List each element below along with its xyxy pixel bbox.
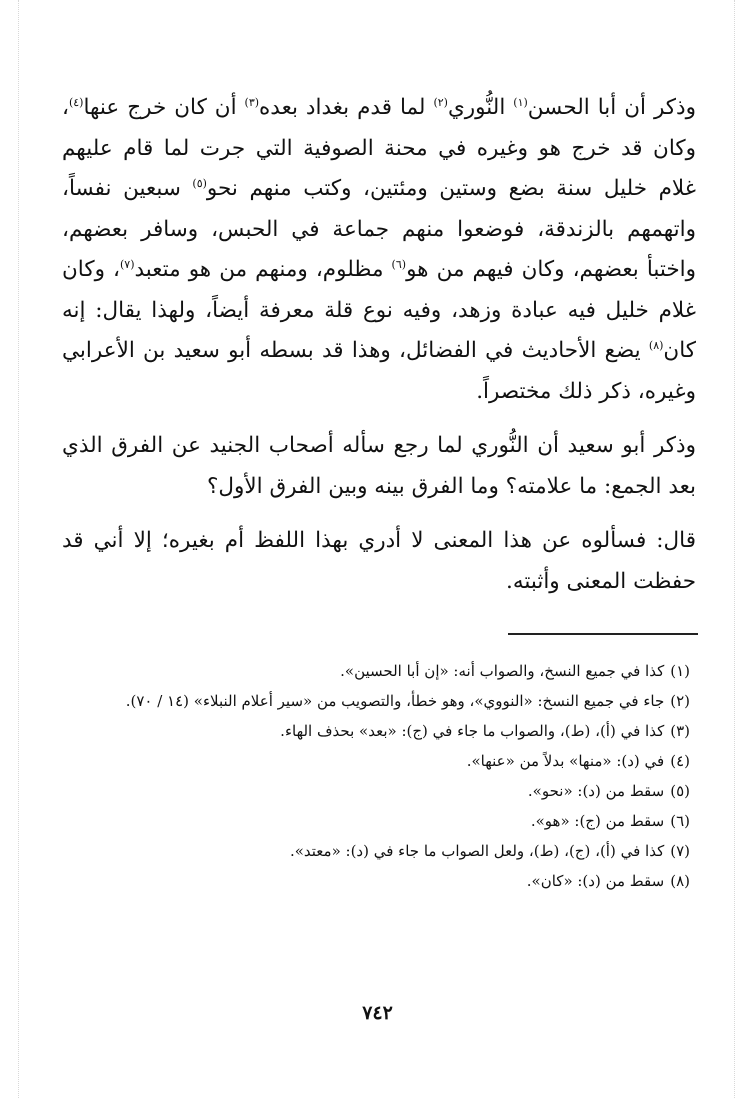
- footnote-number: (٤): [670, 752, 690, 770]
- footnote: [62, 656, 696, 686]
- footnote: [62, 686, 696, 716]
- footnote: [62, 716, 696, 746]
- footnote: [62, 866, 696, 896]
- footnote-number: (١): [670, 662, 690, 680]
- main-text: [62, 88, 696, 616]
- page-number: ٧٤٢: [362, 1002, 393, 1024]
- text-segment: مظلوم، ومنهم من هو متعبد: [134, 257, 392, 282]
- footnote: [62, 776, 696, 806]
- footnote-number: (٦): [670, 812, 690, 830]
- text-segment: وذكر أبو سعيد أن النُّوري لما رجع سأله أصحاب الجنيد عن الفرق الذي بعد الجمع: ما علامته؟ وما الفرق بينه وبين الفرق الأول؟: [62, 433, 696, 499]
- footnote: [62, 746, 696, 776]
- footnote-ref[interactable]: (٦): [391, 257, 407, 271]
- footnote-ref[interactable]: (٢): [433, 95, 448, 109]
- footnote-text: سقط من (د): «كان».: [526, 872, 665, 890]
- footnote-text: سقط من (ج): «هو».: [530, 812, 665, 830]
- footnote-ref[interactable]: (٥): [192, 176, 207, 190]
- paragraph: [62, 88, 696, 412]
- text-segment: قال: فسألوه عن هذا المعنى لا أدري بهذا اللفظ أم بغيره؛ إلا أني قد حفظت المعنى وأثبته.: [62, 528, 696, 594]
- footnote-ref[interactable]: (١): [513, 95, 528, 109]
- footnote: [62, 836, 696, 866]
- footnote-number: (٧): [670, 842, 690, 860]
- text-segment: ، وكان قد خرج هو وغيره في محنة الصوفية التي جرت لما قام عليهم غلام خليل سنة بضع وستين ومئتين، وكتب منهم نحو: [62, 95, 696, 201]
- text-segment: النُّوري: [447, 95, 514, 120]
- text-segment: يضع الأحاديث في الفضائل، وهذا قد بسطه أبو سعيد بن الأعرابي وغيره، ذكر ذلك مختصراً.: [62, 338, 696, 404]
- footnote-text: سقط من (د): «نحو».: [527, 782, 665, 800]
- footnote-ref[interactable]: (٧): [119, 257, 135, 271]
- footnote-ref[interactable]: (٨): [648, 338, 664, 352]
- footnote-text: كذا في (أ)، (ط)، والصواب ما جاء في (ج): «بعد» بحذف الهاء.: [280, 722, 665, 740]
- footnote-ref[interactable]: (٤): [68, 95, 84, 109]
- footnote-text: كذا في (أ)، (ج)، (ط)، ولعل الصواب ما جاء في (د): «معتد».: [289, 842, 665, 860]
- text-segment: سبعين نفساً، واتهمهم بالزندقة، فوضعوا منهم جماعة في الحبس، وسافر بعضهم، واختبأ بعضهم، وكان فيهم من هو: [62, 176, 696, 282]
- binding-dots: [734, 0, 735, 1098]
- footnote-number: (٣): [670, 722, 690, 740]
- paragraph: [62, 521, 696, 602]
- footnote-separator: [508, 633, 698, 635]
- footnote-number: (٨): [670, 872, 690, 890]
- footnote-ref[interactable]: (٣): [244, 95, 260, 109]
- footnote-number: (٢): [670, 692, 690, 710]
- paragraph: [62, 426, 696, 507]
- text-segment: أن كان خرج عنها: [83, 95, 245, 120]
- footnote-text: جاء في جميع النسخ: «النووي»، وهو خطأ، والتصويب من «سير أعلام النبلاء» (١٤ / ٧٠).: [125, 692, 665, 710]
- footnote-number: (٥): [670, 782, 690, 800]
- footnote-text: كذا في جميع النسخ، والصواب أنه: «إن أبا الحسين».: [340, 662, 665, 680]
- footnote: [62, 806, 696, 836]
- text-segment: وذكر أن أبا الحسن: [527, 95, 696, 120]
- text-segment: لما قدم بغداد بعده: [259, 95, 434, 120]
- footnote-text: في (د): «منها» بدلاً من «عنها».: [466, 752, 665, 770]
- text-segment: ، وكان غلام خليل فيه عبادة وزهد، وفيه نوع قلة معرفة أيضاً، ولهذا يقال: إنه كان: [62, 257, 696, 363]
- binding-dots: [18, 0, 19, 1098]
- footnotes: [62, 656, 696, 896]
